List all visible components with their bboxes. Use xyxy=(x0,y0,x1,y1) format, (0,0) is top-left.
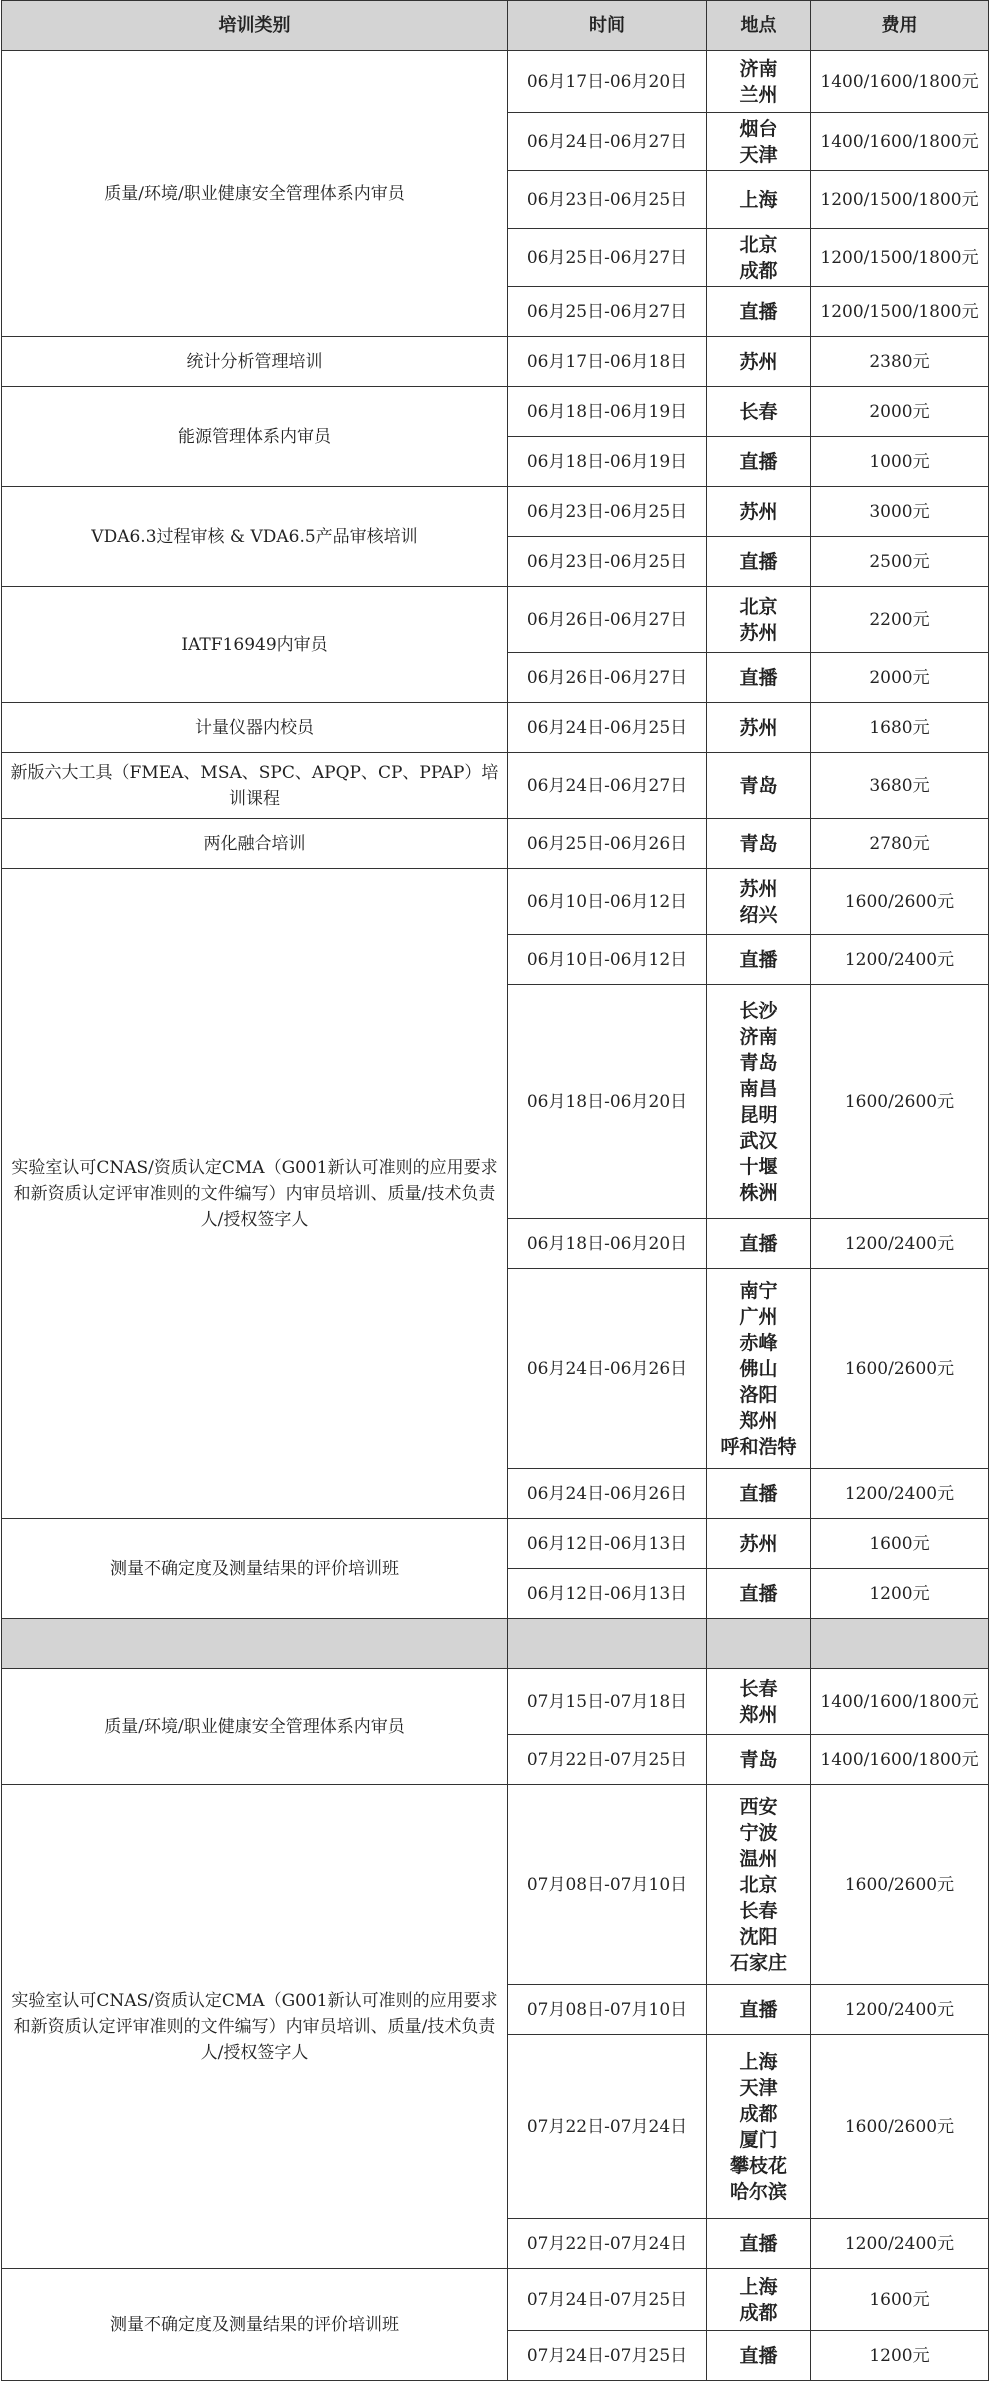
fee-cell: 3680元 xyxy=(811,753,989,819)
fee-cell: 1200/2400元 xyxy=(811,1985,989,2035)
training-schedule-table xyxy=(1,0,989,2381)
location-cell: 长春 郑州 xyxy=(707,1669,811,1735)
category-cell: 质量/环境/职业健康安全管理体系内审员 xyxy=(2,1669,508,1785)
location-cell: 上海 成都 xyxy=(707,2269,811,2331)
time-cell: 06月24日-06月27日 xyxy=(508,753,707,819)
fee-cell: 3000元 xyxy=(811,487,989,537)
time-cell: 06月24日-06月27日 xyxy=(508,113,707,171)
category-cell: 测量不确定度及测量结果的评价培训班 xyxy=(2,2269,508,2381)
time-cell: 07月22日-07月24日 xyxy=(508,2035,707,2219)
category-cell: 实验室认可CNAS/资质认定CMA（G001新认可准则的应用要求和新资质认定评审准则的文件编写）内审员培训、质量/技术负责人/授权签字人 xyxy=(2,1785,508,2269)
time-cell: 06月18日-06月19日 xyxy=(508,437,707,487)
table-row xyxy=(2,587,989,653)
location-cell: 直播 xyxy=(707,653,811,703)
table-body xyxy=(2,51,989,2381)
category-cell: 测量不确定度及测量结果的评价培训班 xyxy=(2,1519,508,1619)
location-cell: 苏州 xyxy=(707,487,811,537)
table-row xyxy=(2,819,989,869)
fee-cell: 2500元 xyxy=(811,537,989,587)
location-cell: 苏州 xyxy=(707,703,811,753)
location-cell: 苏州 xyxy=(707,337,811,387)
table-row xyxy=(2,753,989,819)
category-cell: 能源管理体系内审员 xyxy=(2,387,508,487)
fee-cell: 1600/2600元 xyxy=(811,1785,989,1985)
time-cell: 06月25日-06月27日 xyxy=(508,229,707,287)
table-row xyxy=(2,487,989,537)
fee-cell: 1200/2400元 xyxy=(811,2219,989,2269)
location-cell: 直播 xyxy=(707,1469,811,1519)
location-cell: 青岛 xyxy=(707,1735,811,1785)
time-cell: 06月24日-06月26日 xyxy=(508,1269,707,1469)
category-cell: VDA6.3过程审核 & VDA6.5产品审核培训 xyxy=(2,487,508,587)
header-category: 培训类别 xyxy=(2,1,508,51)
time-cell: 06月10日-06月12日 xyxy=(508,935,707,985)
fee-cell: 1200元 xyxy=(811,1569,989,1619)
location-cell: 南宁 广州 赤峰 佛山 洛阳 郑州 呼和浩特 xyxy=(707,1269,811,1469)
fee-cell: 1200/2400元 xyxy=(811,1219,989,1269)
fee-cell: 1200/2400元 xyxy=(811,935,989,985)
location-cell: 苏州 绍兴 xyxy=(707,869,811,935)
time-cell: 06月10日-06月12日 xyxy=(508,869,707,935)
fee-cell: 1400/1600/1800元 xyxy=(811,51,989,113)
time-cell: 06月12日-06月13日 xyxy=(508,1519,707,1569)
time-cell: 07月24日-07月25日 xyxy=(508,2269,707,2331)
location-cell: 上海 天津 成都 厦门 攀枝花 哈尔滨 xyxy=(707,2035,811,2219)
time-cell: 06月25日-06月27日 xyxy=(508,287,707,337)
time-cell: 06月18日-06月19日 xyxy=(508,387,707,437)
fee-cell: 1600/2600元 xyxy=(811,2035,989,2219)
divider-cell xyxy=(2,1619,508,1669)
location-cell: 直播 xyxy=(707,2331,811,2381)
table-row xyxy=(2,1519,989,1569)
header-row xyxy=(2,1,989,51)
fee-cell: 1200元 xyxy=(811,2331,989,2381)
location-cell: 长春 xyxy=(707,387,811,437)
location-cell: 直播 xyxy=(707,1985,811,2035)
fee-cell: 1000元 xyxy=(811,437,989,487)
location-cell: 烟台 天津 xyxy=(707,113,811,171)
location-cell: 西安 宁波 温州 北京 长春 沈阳 石家庄 xyxy=(707,1785,811,1985)
time-cell: 07月08日-07月10日 xyxy=(508,1785,707,1985)
time-cell: 07月24日-07月25日 xyxy=(508,2331,707,2381)
fee-cell: 1400/1600/1800元 xyxy=(811,1669,989,1735)
category-cell: 新版六大工具（FMEA、MSA、SPC、APQP、CP、PPAP）培训课程 xyxy=(2,753,508,819)
table-row xyxy=(2,2269,989,2331)
time-cell: 06月18日-06月20日 xyxy=(508,1219,707,1269)
time-cell: 06月18日-06月20日 xyxy=(508,985,707,1219)
location-cell: 青岛 xyxy=(707,819,811,869)
location-cell: 直播 xyxy=(707,2219,811,2269)
fee-cell: 1600/2600元 xyxy=(811,985,989,1219)
table-row xyxy=(2,869,989,935)
fee-cell: 1600/2600元 xyxy=(811,869,989,935)
location-cell: 长沙 济南 青岛 南昌 昆明 武汉 十堰 株洲 xyxy=(707,985,811,1219)
time-cell: 07月15日-07月18日 xyxy=(508,1669,707,1735)
divider-cell xyxy=(707,1619,811,1669)
fee-cell: 2000元 xyxy=(811,387,989,437)
fee-cell: 2000元 xyxy=(811,653,989,703)
category-cell: 两化融合培训 xyxy=(2,819,508,869)
location-cell: 直播 xyxy=(707,1569,811,1619)
location-cell: 济南 兰州 xyxy=(707,51,811,113)
fee-cell: 1400/1600/1800元 xyxy=(811,1735,989,1785)
location-cell: 直播 xyxy=(707,537,811,587)
table-row xyxy=(2,1785,989,1985)
fee-cell: 1200/1500/1800元 xyxy=(811,229,989,287)
location-cell: 北京 苏州 xyxy=(707,587,811,653)
location-cell: 青岛 xyxy=(707,753,811,819)
header-fee: 费用 xyxy=(811,1,989,51)
fee-cell: 2780元 xyxy=(811,819,989,869)
category-cell: IATF16949内审员 xyxy=(2,587,508,703)
fee-cell: 1200/1500/1800元 xyxy=(811,287,989,337)
category-cell: 质量/环境/职业健康安全管理体系内审员 xyxy=(2,51,508,337)
time-cell: 07月08日-07月10日 xyxy=(508,1985,707,2035)
header-time: 时间 xyxy=(508,1,707,51)
section-divider-row xyxy=(2,1619,989,1669)
table-row xyxy=(2,1669,989,1735)
time-cell: 07月22日-07月25日 xyxy=(508,1735,707,1785)
time-cell: 06月24日-06月26日 xyxy=(508,1469,707,1519)
table-row xyxy=(2,387,989,437)
table-row xyxy=(2,51,989,113)
location-cell: 上海 xyxy=(707,171,811,229)
location-cell: 苏州 xyxy=(707,1519,811,1569)
fee-cell: 1680元 xyxy=(811,703,989,753)
time-cell: 07月22日-07月24日 xyxy=(508,2219,707,2269)
fee-cell: 1600/2600元 xyxy=(811,1269,989,1469)
fee-cell: 1400/1600/1800元 xyxy=(811,113,989,171)
location-cell: 直播 xyxy=(707,437,811,487)
time-cell: 06月12日-06月13日 xyxy=(508,1569,707,1619)
location-cell: 直播 xyxy=(707,287,811,337)
time-cell: 06月17日-06月20日 xyxy=(508,51,707,113)
fee-cell: 1600元 xyxy=(811,2269,989,2331)
header-location: 地点 xyxy=(707,1,811,51)
fee-cell: 1200/1500/1800元 xyxy=(811,171,989,229)
fee-cell: 2380元 xyxy=(811,337,989,387)
time-cell: 06月25日-06月26日 xyxy=(508,819,707,869)
time-cell: 06月24日-06月25日 xyxy=(508,703,707,753)
location-cell: 北京 成都 xyxy=(707,229,811,287)
location-cell: 直播 xyxy=(707,1219,811,1269)
time-cell: 06月23日-06月25日 xyxy=(508,487,707,537)
divider-cell xyxy=(811,1619,989,1669)
category-cell: 统计分析管理培训 xyxy=(2,337,508,387)
category-cell: 实验室认可CNAS/资质认定CMA（G001新认可准则的应用要求和新资质认定评审准则的文件编写）内审员培训、质量/技术负责人/授权签字人 xyxy=(2,869,508,1519)
fee-cell: 2200元 xyxy=(811,587,989,653)
divider-cell xyxy=(508,1619,707,1669)
time-cell: 06月26日-06月27日 xyxy=(508,587,707,653)
time-cell: 06月23日-06月25日 xyxy=(508,171,707,229)
fee-cell: 1600元 xyxy=(811,1519,989,1569)
table-row xyxy=(2,337,989,387)
table-row xyxy=(2,703,989,753)
category-cell: 计量仪器内校员 xyxy=(2,703,508,753)
fee-cell: 1200/2400元 xyxy=(811,1469,989,1519)
location-cell: 直播 xyxy=(707,935,811,985)
time-cell: 06月17日-06月18日 xyxy=(508,337,707,387)
time-cell: 06月23日-06月25日 xyxy=(508,537,707,587)
time-cell: 06月26日-06月27日 xyxy=(508,653,707,703)
